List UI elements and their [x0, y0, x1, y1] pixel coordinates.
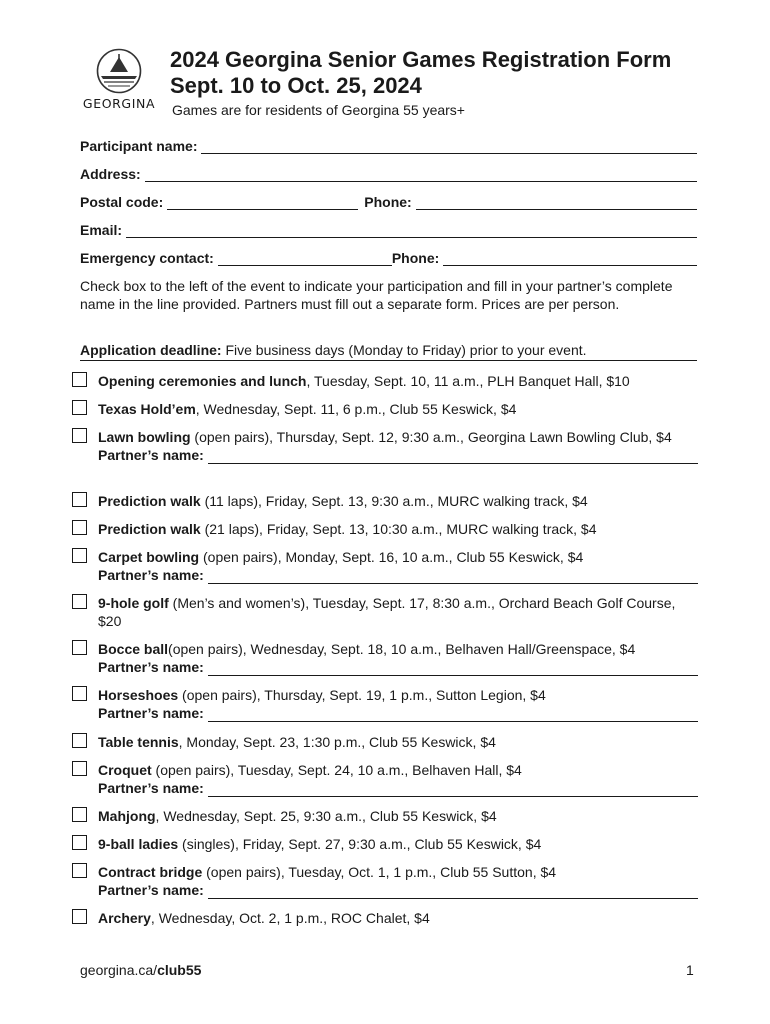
partner-name-field[interactable]: [98, 704, 698, 722]
event-item: [72, 492, 698, 510]
event-details: (singles), Friday, Sept. 27, 9:30 a.m., Club 55 Keswick, $4: [178, 836, 542, 852]
partner-name-field[interactable]: [98, 658, 698, 676]
event-name: Texas Hold’em: [98, 401, 196, 417]
event-item: [72, 686, 698, 722]
email-line[interactable]: [126, 223, 697, 238]
event-details: , Tuesday, Sept. 10, 11 a.m., PLH Banquet Hall, $10: [306, 373, 630, 389]
event-item: [72, 400, 698, 418]
partner-name-line[interactable]: [208, 886, 698, 899]
event-name: Bocce ball: [98, 641, 169, 657]
deadline-label: Application deadline:: [80, 342, 222, 358]
event-item: [72, 863, 698, 899]
event-checkbox[interactable]: [72, 594, 87, 609]
footer-url-bold: club55: [157, 962, 202, 978]
event-checkbox[interactable]: [72, 686, 87, 701]
email-field[interactable]: [80, 218, 697, 238]
event-checkbox[interactable]: [72, 548, 87, 563]
event-checkbox[interactable]: [72, 909, 87, 924]
event-checkbox[interactable]: [72, 428, 87, 443]
emergency-phone-line[interactable]: [443, 251, 697, 266]
event-checkbox[interactable]: [72, 640, 87, 655]
emergency-row: [80, 246, 697, 266]
event-name: Carpet bowling: [98, 549, 200, 565]
event-item: [72, 807, 698, 825]
partner-name-line[interactable]: [208, 784, 698, 797]
event-item: [72, 428, 698, 464]
page-number: 1: [686, 962, 694, 978]
partner-name-field[interactable]: [98, 446, 698, 464]
event-name: Prediction walk: [98, 493, 201, 509]
event-item: [72, 594, 698, 630]
event-checkbox[interactable]: [72, 733, 87, 748]
phone-line[interactable]: [416, 195, 697, 210]
event-details: , Wednesday, Sept. 11, 6 p.m., Club 55 Keswick, $4: [195, 401, 517, 417]
event-checkbox[interactable]: [72, 400, 87, 415]
event-checkbox[interactable]: [72, 807, 87, 822]
address-label: Address:: [80, 166, 141, 182]
page-title: [170, 47, 671, 99]
event-checkbox[interactable]: [72, 863, 87, 878]
participant-name-label: Participant name:: [80, 138, 198, 154]
partner-name-field[interactable]: [98, 566, 698, 584]
partner-name-line[interactable]: [208, 571, 698, 584]
event-details: (open pairs), Thursday, Sept. 12, 9:30 a.m., Georgina Lawn Bowling Club, $4: [190, 429, 672, 445]
postal-phone-row: [80, 190, 697, 210]
event-checkbox[interactable]: [72, 520, 87, 535]
event-checkbox[interactable]: [72, 492, 87, 507]
event-details: (11 laps), Friday, Sept. 13, 9:30 a.m., MURC walking track, $4: [200, 493, 588, 509]
footer-url-prefix: georgina.ca/: [80, 962, 158, 978]
postal-code-line[interactable]: [167, 195, 358, 210]
event-name: Lawn bowling: [98, 429, 191, 445]
event-name: Table tennis: [98, 734, 179, 750]
partner-name-label: Partner’s name:: [98, 882, 204, 898]
event-name: Prediction walk: [98, 521, 201, 537]
partner-name-label: Partner’s name:: [98, 659, 204, 675]
event-name: Croquet: [98, 762, 152, 778]
participant-name-field[interactable]: [80, 134, 697, 154]
event-item: [72, 909, 698, 927]
event-name: Archery: [98, 910, 151, 926]
deadline-text: Five business days (Monday to Friday) prior to your event.: [221, 342, 587, 358]
address-field[interactable]: [80, 162, 697, 182]
title-line-2: Sept. 10 to Oct. 25, 2024: [170, 73, 422, 98]
event-item: [72, 835, 698, 853]
partner-name-line[interactable]: [208, 451, 698, 464]
event-item: [72, 761, 698, 797]
partner-name-field[interactable]: [98, 779, 698, 797]
event-name: Contract bridge: [98, 864, 203, 880]
partner-name-label: Partner’s name:: [98, 705, 204, 721]
georgina-logo: [80, 48, 158, 118]
event-details: (open pairs), Wednesday, Sept. 18, 10 a.m., Belhaven Hall/Greenspace, $4: [168, 641, 636, 657]
event-item: [72, 372, 698, 390]
event-item: [72, 733, 698, 751]
participant-name-line[interactable]: [201, 139, 697, 154]
partner-name-label: Partner’s name:: [98, 780, 204, 796]
event-details: , Wednesday, Oct. 2, 1 p.m., ROC Chalet, $4: [150, 910, 430, 926]
postal-code-label: Postal code:: [80, 194, 164, 210]
title-line-1: 2024 Georgina Senior Games Registration Form: [170, 47, 672, 72]
phone-label: Phone:: [364, 194, 412, 210]
event-details: (open pairs), Tuesday, Sept. 24, 10 a.m., Belhaven Hall, $4: [151, 762, 522, 778]
partner-name-label: Partner’s name:: [98, 567, 204, 583]
event-details: (21 laps), Friday, Sept. 13, 10:30 a.m., MURC walking track, $4: [200, 521, 597, 537]
event-name: 9-ball ladies: [98, 836, 179, 852]
logo-text: GEORGINA: [82, 96, 156, 111]
event-checkbox[interactable]: [72, 835, 87, 850]
event-name: Opening ceremonies and lunch: [98, 373, 307, 389]
event-details: (open pairs), Thursday, Sept. 19, 1 p.m., Sutton Legion, $4: [178, 687, 546, 703]
event-item: [72, 548, 698, 584]
subtitle: Games are for residents of Georgina 55 years+: [172, 102, 465, 118]
emergency-contact-label: Emergency contact:: [80, 250, 214, 266]
partner-name-line[interactable]: [208, 709, 698, 722]
event-item: [72, 640, 698, 676]
footer-url[interactable]: [80, 962, 201, 978]
event-name: Horseshoes: [98, 687, 179, 703]
address-line[interactable]: [145, 167, 697, 182]
partner-name-line[interactable]: [208, 663, 698, 676]
event-checkbox[interactable]: [72, 761, 87, 776]
email-label: Email:: [80, 222, 123, 238]
partner-name-field[interactable]: [98, 881, 698, 899]
application-deadline: [80, 342, 697, 361]
emergency-phone-label: Phone:: [391, 250, 440, 266]
event-name: Mahjong: [98, 808, 156, 824]
event-details: , Monday, Sept. 23, 1:30 p.m., Club 55 Keswick, $4: [178, 734, 496, 750]
event-item: [72, 520, 698, 538]
event-details: (open pairs), Monday, Sept. 16, 10 a.m., Club 55 Keswick, $4: [199, 549, 584, 565]
event-checkbox[interactable]: [72, 372, 87, 387]
event-name: 9-hole golf: [98, 595, 169, 611]
event-details: , Wednesday, Sept. 25, 9:30 a.m., Club 55 Keswick, $4: [155, 808, 497, 824]
event-details: (Men’s and women’s), Tuesday, Sept. 17, 8:30 a.m., Orchard Beach Golf Course, $20: [98, 595, 676, 629]
instructions: Check box to the left of the event to indicate your participation and fill in your partner’s complete name in the line provided. Partners must fill out a separate form. Prices are per person.: [80, 278, 673, 312]
sailboat-logo-icon: [96, 48, 142, 94]
emergency-contact-line[interactable]: [218, 251, 392, 266]
partner-name-label: Partner’s name:: [98, 447, 204, 463]
event-details: (open pairs), Tuesday, Oct. 1, 1 p.m., Club 55 Sutton, $4: [202, 864, 557, 880]
